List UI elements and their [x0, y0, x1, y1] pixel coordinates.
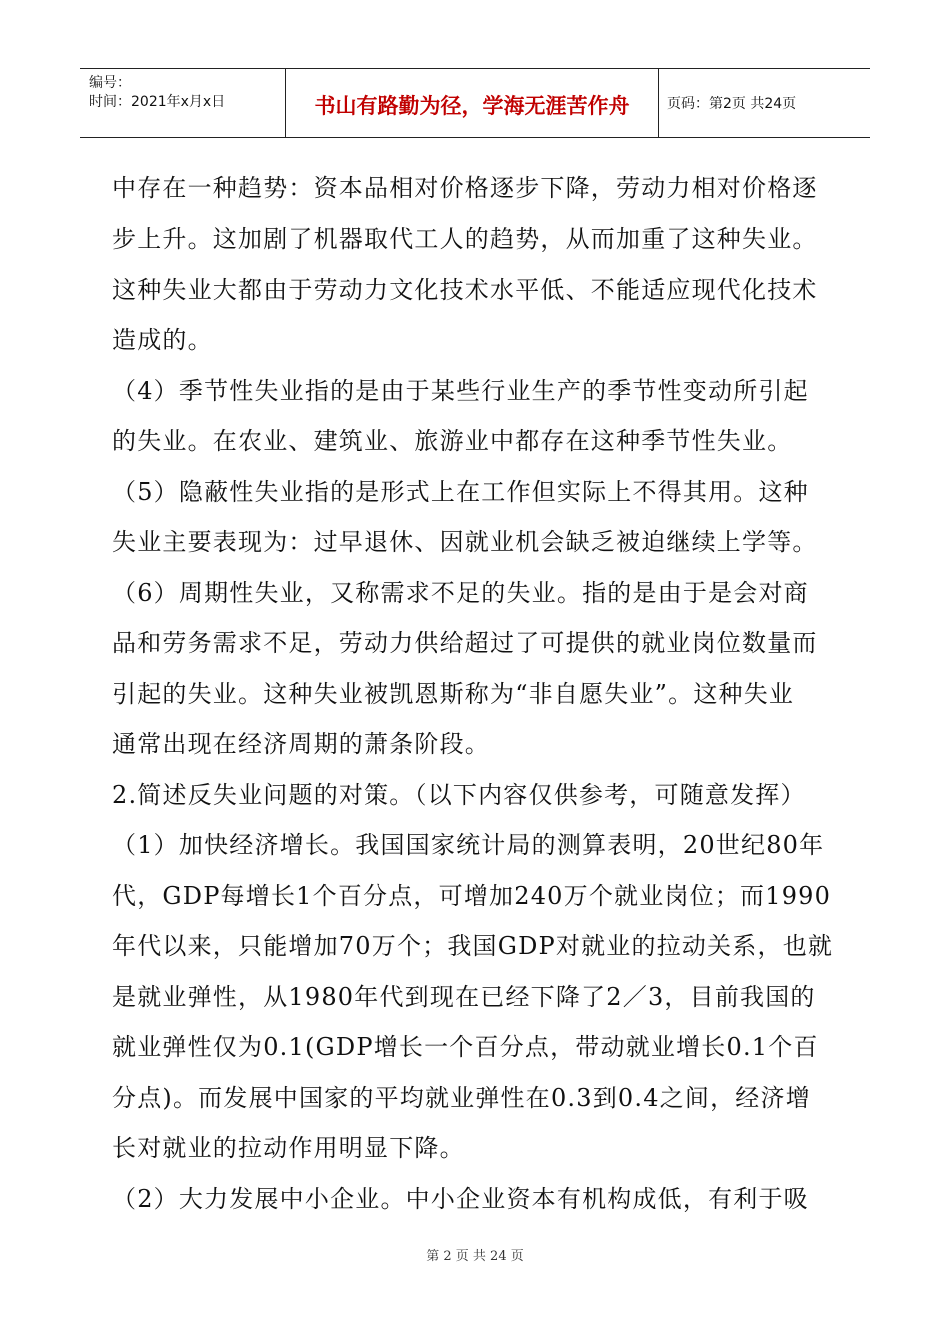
text-line: 分点)。而发展中国家的平均就业弹性在0.3到0.4之间，经济增	[112, 1083, 811, 1112]
document-number: 编号：	[89, 75, 131, 91]
text-line: 中存在一种趋势：资本品相对价格逐步下降，劳动力相对价格逐	[112, 174, 818, 202]
text-line: 是就业弹性，从1980年代到现在已经下降了2／3，目前我国的	[112, 982, 816, 1011]
text-line: 造成的。	[112, 326, 213, 354]
header-meta-cell	[80, 69, 286, 137]
page-footer: 第 2 页 共 24 页	[426, 1249, 524, 1264]
text-line: 长对就业的拉动作用明显下降。	[112, 1134, 465, 1162]
text-line: （6）周期性失业，又称需求不足的失业。指的是由于是会对商	[112, 578, 809, 607]
text-line: 通常出现在经济周期的萧条阶段。	[112, 730, 490, 758]
text-line: 这种失业大都由于劳动力文化技术水平低、不能适应现代化技术	[112, 275, 818, 304]
header-page-info: 页码：第2页 共24页	[667, 96, 797, 112]
text-line: 步上升。这加剧了机器取代工人的趋势，从而加重了这种失业。	[112, 225, 818, 253]
text-line: 失业主要表现为：过早退休、因就业机会缺乏被迫继续上学等。	[112, 528, 818, 556]
body-text	[112, 162, 842, 1224]
page-header	[80, 68, 870, 138]
text-line: 就业弹性仅为0.1(GDP增长一个百分点，带动就业增长0.1个百	[112, 1033, 819, 1061]
text-line: 引起的失业。这种失业被凯恩斯称为“非自愿失业”。这种失业	[112, 679, 795, 708]
text-line: （4）季节性失业指的是由于某些行业生产的季节性变动所引起	[112, 376, 809, 405]
header-page-cell	[659, 69, 870, 137]
header-motto: 书山有路勤为径，学海无涯苦作舟	[314, 94, 630, 118]
text-line: 年代以来，只能增加70万个；我国GDP对就业的拉动关系，也就	[112, 932, 834, 960]
header-motto-cell	[286, 69, 659, 137]
document-date: 时间：2021年x月x日	[89, 94, 226, 110]
text-line: （2）大力发展中小企业。中小企业资本有机构成低，有利于吸	[112, 1184, 809, 1213]
text-line: 品和劳务需求不足，劳动力供给超过了可提供的就业岗位数量而	[112, 629, 818, 657]
text-line: （5）隐蔽性失业指的是形式上在工作但实际上不得其用。这种	[112, 477, 809, 506]
text-line: 的失业。在农业、建筑业、旅游业中都存在这种季节性失业。	[112, 427, 793, 455]
text-line: 2.简述反失业问题的对策。（以下内容仅供参考，可随意发挥）	[112, 780, 806, 809]
text-line: 代，GDP每增长1个百分点，可增加240万个就业岗位；而1990	[112, 881, 832, 910]
text-line: （1）加快经济增长。我国国家统计局的测算表明，20世纪80年	[112, 831, 825, 859]
